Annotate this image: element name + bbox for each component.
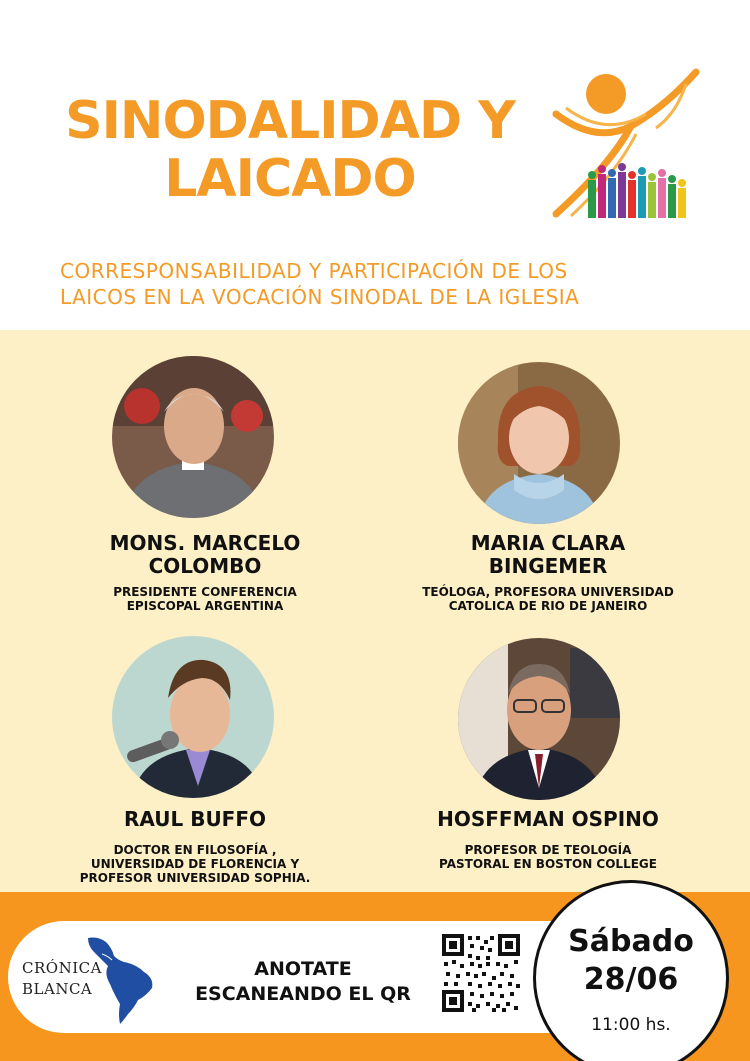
page-title: [60, 92, 520, 208]
event-date: 28/06: [583, 962, 679, 997]
synod-logo-icon: [536, 64, 706, 226]
subtitle-line-1: CORRESPONSABILIDAD Y PARTICIPACIÓN DE LOS: [60, 259, 568, 283]
title-line-2: LAICADO: [164, 149, 416, 209]
speaker-card-buffo: [25, 808, 365, 885]
subtitle-line-2: LAICOS EN LA VOCACIÓN SINODAL DE LA IGLESIA: [60, 285, 580, 309]
speaker-role: DOCTOR EN FILOSOFÍA , UNIVERSIDAD DE FLORENCIA Y PROFESOR UNIVERSIDAD SOPHIA.: [79, 843, 311, 885]
speaker-photo-ospino: [458, 638, 620, 800]
speaker-name: HOSFFMAN OSPINO: [437, 807, 659, 831]
qr-code-icon[interactable]: [440, 932, 522, 1014]
speaker-card-bingemer: [378, 532, 718, 613]
speaker-card-colombo: [35, 532, 375, 613]
page-subtitle: [60, 258, 700, 310]
event-day: Sábado: [568, 924, 694, 959]
cronica-blanca-logo: CRÓNICA BLANCA: [22, 959, 102, 998]
speaker-name: MARIA CLARA BINGEMER: [470, 531, 626, 578]
speaker-photo-colombo: [112, 356, 274, 518]
speaker-photo-bingemer: [458, 362, 620, 524]
speaker-card-ospino: [378, 808, 718, 871]
speaker-photo-buffo: [112, 636, 274, 798]
speaker-role: PROFESOR DE TEOLOGÍA PASTORAL EN BOSTON COLLEGE: [439, 843, 657, 871]
qr-call-to-action: ANOTATE ESCANEANDO EL QR: [195, 958, 411, 1005]
event-time: 11:00 hs.: [591, 1015, 671, 1035]
speaker-role: PRESIDENTE CONFERENCIA EPISCOPAL ARGENTINA: [113, 585, 297, 613]
speaker-name: RAUL BUFFO: [123, 807, 267, 831]
title-line-1: SINODALIDAD Y: [65, 91, 515, 151]
latin-america-map-icon: [84, 934, 162, 1026]
speaker-name: MONS. MARCELO COLOMBO: [109, 531, 301, 578]
speaker-role: TEÓLOGA, PROFESORA UNIVERSIDAD CATOLICA DE RIO DE JANEIRO: [422, 585, 674, 613]
